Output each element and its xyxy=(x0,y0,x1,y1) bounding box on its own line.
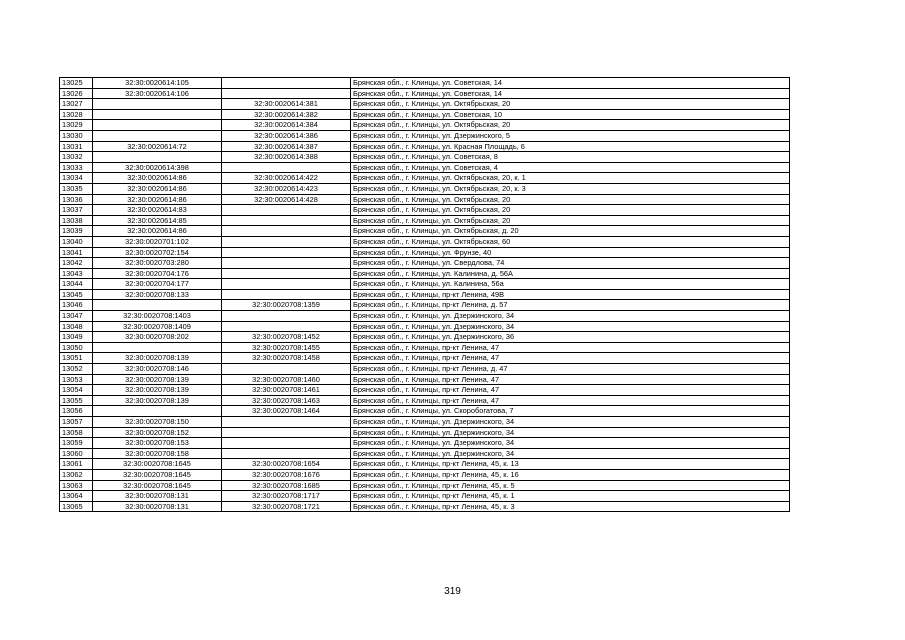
parcel-number-cell: 32:30:0020708:1645 xyxy=(93,469,222,480)
building-number-cell: 32:30:0020614:386 xyxy=(222,130,351,141)
building-number-cell xyxy=(222,236,351,247)
address-cell: Брянская обл., г. Клинцы, ул. Октябрьская, 20 xyxy=(351,120,790,131)
address-cell: Брянская обл., г. Клинцы, ул. Советская, 8 xyxy=(351,152,790,163)
row-number-cell: 13063 xyxy=(60,480,93,491)
row-number-cell: 13030 xyxy=(60,130,93,141)
building-number-cell xyxy=(222,247,351,258)
address-cell: Брянская обл., г. Клинцы, пр-кт Ленина, 47 xyxy=(351,374,790,385)
building-number-cell xyxy=(222,88,351,99)
table-row xyxy=(60,342,790,353)
building-number-cell xyxy=(222,258,351,269)
parcel-number-cell: 32:30:0020708:131 xyxy=(93,491,222,502)
parcel-number-cell: 32:30:0020614:86 xyxy=(93,173,222,184)
address-cell: Брянская обл., г. Клинцы, пр-кт Ленина, 45, к. 16 xyxy=(351,469,790,480)
table-row xyxy=(60,258,790,269)
row-number-cell: 13058 xyxy=(60,427,93,438)
address-cell: Брянская обл., г. Клинцы, ул. Советская, 10 xyxy=(351,109,790,120)
table-row xyxy=(60,141,790,152)
parcel-number-cell xyxy=(93,109,222,120)
address-cell: Брянская обл., г. Клинцы, ул. Калинина, 56а xyxy=(351,279,790,290)
row-number-cell: 13034 xyxy=(60,173,93,184)
parcel-number-cell: 32:30:0020708:131 xyxy=(93,501,222,512)
table-row xyxy=(60,417,790,428)
table-row xyxy=(60,183,790,194)
address-cell: Брянская обл., г. Клинцы, ул. Октябрьская, д. 20 xyxy=(351,226,790,237)
address-cell: Брянская обл., г. Клинцы, пр-кт Ленина, 49В xyxy=(351,289,790,300)
address-cell: Брянская обл., г. Клинцы, ул. Советская, 4 xyxy=(351,162,790,173)
parcel-number-cell: 32:30:0020701:102 xyxy=(93,236,222,247)
table-row xyxy=(60,385,790,396)
parcel-number-cell xyxy=(93,152,222,163)
table-row xyxy=(60,99,790,110)
address-cell: Брянская обл., г. Клинцы, пр-кт Ленина, 47 xyxy=(351,342,790,353)
address-cell: Брянская обл., г. Клинцы, пр-кт Ленина, д. 47 xyxy=(351,364,790,375)
building-number-cell: 32:30:0020614:382 xyxy=(222,109,351,120)
row-number-cell: 13044 xyxy=(60,279,93,290)
parcel-number-cell: 32:30:0020614:85 xyxy=(93,215,222,226)
address-cell: Брянская обл., г. Клинцы, ул. Октябрьская, 20, к. 3 xyxy=(351,183,790,194)
table-row xyxy=(60,226,790,237)
building-number-cell: 32:30:0020708:1455 xyxy=(222,342,351,353)
building-number-cell xyxy=(222,321,351,332)
row-number-cell: 13059 xyxy=(60,438,93,449)
row-number-cell: 13064 xyxy=(60,491,93,502)
address-cell: Брянская обл., г. Клинцы, ул. Дзержинского, 5 xyxy=(351,130,790,141)
address-cell: Брянская обл., г. Клинцы, пр-кт Ленина, 47 xyxy=(351,385,790,396)
address-cell: Брянская обл., г. Клинцы, ул. Октябрьская, 20 xyxy=(351,99,790,110)
building-number-cell xyxy=(222,364,351,375)
address-cell: Брянская обл., г. Клинцы, ул. Советская, 14 xyxy=(351,78,790,89)
address-cell: Брянская обл., г. Клинцы, ул. Октябрьская, 20 xyxy=(351,205,790,216)
table-row xyxy=(60,194,790,205)
parcel-number-cell: 32:30:0020708:153 xyxy=(93,438,222,449)
table-row xyxy=(60,427,790,438)
parcel-number-cell: 32:30:0020614:72 xyxy=(93,141,222,152)
row-number-cell: 13053 xyxy=(60,374,93,385)
building-number-cell: 32:30:0020708:1359 xyxy=(222,300,351,311)
row-number-cell: 13040 xyxy=(60,236,93,247)
parcel-number-cell: 32:30:0020614:86 xyxy=(93,194,222,205)
building-number-cell: 32:30:0020708:1717 xyxy=(222,491,351,502)
address-cell: Брянская обл., г. Клинцы, ул. Дзержинского, 36 xyxy=(351,332,790,343)
row-number-cell: 13046 xyxy=(60,300,93,311)
building-number-cell: 32:30:0020708:1460 xyxy=(222,374,351,385)
address-cell: Брянская обл., г. Клинцы, ул. Красная Площадь, 6 xyxy=(351,141,790,152)
row-number-cell: 13050 xyxy=(60,342,93,353)
building-number-cell xyxy=(222,448,351,459)
table-row xyxy=(60,78,790,89)
address-cell: Брянская обл., г. Клинцы, ул. Октябрьская, 60 xyxy=(351,236,790,247)
row-number-cell: 13025 xyxy=(60,78,93,89)
registry-table xyxy=(59,77,790,512)
address-cell: Брянская обл., г. Клинцы, ул. Калинина, д. 56А xyxy=(351,268,790,279)
parcel-number-cell xyxy=(93,342,222,353)
parcel-number-cell: 32:30:0020708:152 xyxy=(93,427,222,438)
table-row xyxy=(60,448,790,459)
address-cell: Брянская обл., г. Клинцы, ул. Свердлова, 74 xyxy=(351,258,790,269)
building-number-cell xyxy=(222,427,351,438)
address-cell: Брянская обл., г. Клинцы, ул. Дзержинского, 34 xyxy=(351,417,790,428)
building-number-cell xyxy=(222,417,351,428)
building-number-cell: 32:30:0020708:1458 xyxy=(222,353,351,364)
parcel-number-cell: 32:30:0020708:139 xyxy=(93,395,222,406)
row-number-cell: 13039 xyxy=(60,226,93,237)
row-number-cell: 13056 xyxy=(60,406,93,417)
row-number-cell: 13038 xyxy=(60,215,93,226)
table-row xyxy=(60,236,790,247)
row-number-cell: 13060 xyxy=(60,448,93,459)
table-row xyxy=(60,300,790,311)
building-number-cell xyxy=(222,226,351,237)
building-number-cell: 32:30:0020614:423 xyxy=(222,183,351,194)
table-row xyxy=(60,205,790,216)
parcel-number-cell: 32:30:0020704:177 xyxy=(93,279,222,290)
building-number-cell xyxy=(222,279,351,290)
row-number-cell: 13029 xyxy=(60,120,93,131)
row-number-cell: 13052 xyxy=(60,364,93,375)
parcel-number-cell xyxy=(93,99,222,110)
parcel-number-cell xyxy=(93,120,222,131)
building-number-cell: 32:30:0020708:1463 xyxy=(222,395,351,406)
table-row xyxy=(60,501,790,512)
building-number-cell: 32:30:0020614:384 xyxy=(222,120,351,131)
building-number-cell: 32:30:0020614:388 xyxy=(222,152,351,163)
address-cell: Брянская обл., г. Клинцы, пр-кт Ленина, д. 57 xyxy=(351,300,790,311)
parcel-number-cell: 32:30:0020708:1645 xyxy=(93,480,222,491)
table-row xyxy=(60,364,790,375)
parcel-number-cell: 32:30:0020708:1409 xyxy=(93,321,222,332)
parcel-number-cell: 32:30:0020708:150 xyxy=(93,417,222,428)
building-number-cell: 32:30:0020708:1721 xyxy=(222,501,351,512)
address-cell: Брянская обл., г. Клинцы, ул. Дзержинского, 34 xyxy=(351,438,790,449)
table-row xyxy=(60,215,790,226)
table-row xyxy=(60,109,790,120)
table-row xyxy=(60,353,790,364)
table-row xyxy=(60,268,790,279)
parcel-number-cell: 32:30:0020702:154 xyxy=(93,247,222,258)
table-row xyxy=(60,279,790,290)
table-row xyxy=(60,438,790,449)
address-cell: Брянская обл., г. Клинцы, ул. Дзержинского, 34 xyxy=(351,427,790,438)
address-cell: Брянская обл., г. Клинцы, ул. Советская, 14 xyxy=(351,88,790,99)
building-number-cell: 32:30:0020614:387 xyxy=(222,141,351,152)
table-row xyxy=(60,130,790,141)
row-number-cell: 13033 xyxy=(60,162,93,173)
row-number-cell: 13054 xyxy=(60,385,93,396)
building-number-cell xyxy=(222,215,351,226)
row-number-cell: 13051 xyxy=(60,353,93,364)
address-cell: Брянская обл., г. Клинцы, пр-кт Ленина, 45, к. 13 xyxy=(351,459,790,470)
table-row xyxy=(60,88,790,99)
table-row xyxy=(60,162,790,173)
parcel-number-cell: 32:30:0020614:398 xyxy=(93,162,222,173)
building-number-cell xyxy=(222,311,351,322)
row-number-cell: 13037 xyxy=(60,205,93,216)
row-number-cell: 13043 xyxy=(60,268,93,279)
table-row xyxy=(60,491,790,502)
parcel-number-cell: 32:30:0020708:139 xyxy=(93,385,222,396)
row-number-cell: 13062 xyxy=(60,469,93,480)
table-row xyxy=(60,173,790,184)
table-row xyxy=(60,332,790,343)
address-cell: Брянская обл., г. Клинцы, ул. Дзержинского, 34 xyxy=(351,311,790,322)
address-cell: Брянская обл., г. Клинцы, пр-кт Ленина, 47 xyxy=(351,353,790,364)
building-number-cell: 32:30:0020708:1461 xyxy=(222,385,351,396)
address-cell: Брянская обл., г. Клинцы, пр-кт Ленина, 47 xyxy=(351,395,790,406)
row-number-cell: 13036 xyxy=(60,194,93,205)
row-number-cell: 13047 xyxy=(60,311,93,322)
building-number-cell: 32:30:0020614:422 xyxy=(222,173,351,184)
parcel-number-cell xyxy=(93,130,222,141)
parcel-number-cell: 32:30:0020708:139 xyxy=(93,374,222,385)
building-number-cell: 32:30:0020614:428 xyxy=(222,194,351,205)
parcel-number-cell: 32:30:0020614:86 xyxy=(93,183,222,194)
address-cell: Брянская обл., г. Клинцы, ул. Октябрьская, 20, к. 1 xyxy=(351,173,790,184)
address-cell: Брянская обл., г. Клинцы, ул. Дзержинского, 34 xyxy=(351,321,790,332)
address-cell: Брянская обл., г. Клинцы, пр-кт Ленина, 45, к. 5 xyxy=(351,480,790,491)
building-number-cell: 32:30:0020708:1676 xyxy=(222,469,351,480)
parcel-number-cell: 32:30:0020703:280 xyxy=(93,258,222,269)
row-number-cell: 13061 xyxy=(60,459,93,470)
row-number-cell: 13049 xyxy=(60,332,93,343)
building-number-cell: 32:30:0020708:1452 xyxy=(222,332,351,343)
building-number-cell: 32:30:0020708:1464 xyxy=(222,406,351,417)
building-number-cell: 32:30:0020708:1654 xyxy=(222,459,351,470)
building-number-cell xyxy=(222,268,351,279)
table-row xyxy=(60,247,790,258)
row-number-cell: 13042 xyxy=(60,258,93,269)
address-cell: Брянская обл., г. Клинцы, ул. Октябрьская, 20 xyxy=(351,194,790,205)
parcel-number-cell xyxy=(93,406,222,417)
row-number-cell: 13057 xyxy=(60,417,93,428)
address-cell: Брянская обл., г. Клинцы, пр-кт Ленина, 45, к. 3 xyxy=(351,501,790,512)
table-row xyxy=(60,321,790,332)
parcel-number-cell: 32:30:0020708:1403 xyxy=(93,311,222,322)
table-row xyxy=(60,469,790,480)
row-number-cell: 13031 xyxy=(60,141,93,152)
address-cell: Брянская обл., г. Клинцы, пр-кт Ленина, 45, к. 1 xyxy=(351,491,790,502)
row-number-cell: 13035 xyxy=(60,183,93,194)
row-number-cell: 13065 xyxy=(60,501,93,512)
parcel-number-cell: 32:30:0020614:106 xyxy=(93,88,222,99)
row-number-cell: 13041 xyxy=(60,247,93,258)
parcel-number-cell: 32:30:0020708:146 xyxy=(93,364,222,375)
row-number-cell: 13045 xyxy=(60,289,93,300)
table-row xyxy=(60,459,790,470)
building-number-cell: 32:30:0020708:1685 xyxy=(222,480,351,491)
page-number: 319 xyxy=(444,586,461,597)
table-row xyxy=(60,480,790,491)
address-cell: Брянская обл., г. Клинцы, ул. Фрунзе, 40 xyxy=(351,247,790,258)
table-row xyxy=(60,120,790,131)
parcel-number-cell: 32:30:0020614:83 xyxy=(93,205,222,216)
building-number-cell xyxy=(222,289,351,300)
building-number-cell xyxy=(222,162,351,173)
building-number-cell xyxy=(222,78,351,89)
table-row xyxy=(60,152,790,163)
parcel-number-cell: 32:30:0020708:1645 xyxy=(93,459,222,470)
table-row xyxy=(60,289,790,300)
parcel-number-cell: 32:30:0020614:86 xyxy=(93,226,222,237)
building-number-cell xyxy=(222,438,351,449)
building-number-cell xyxy=(222,205,351,216)
parcel-number-cell: 32:30:0020614:105 xyxy=(93,78,222,89)
parcel-number-cell xyxy=(93,300,222,311)
row-number-cell: 13026 xyxy=(60,88,93,99)
row-number-cell: 13032 xyxy=(60,152,93,163)
parcel-number-cell: 32:30:0020708:158 xyxy=(93,448,222,459)
parcel-number-cell: 32:30:0020708:139 xyxy=(93,353,222,364)
building-number-cell: 32:30:0020614:381 xyxy=(222,99,351,110)
parcel-number-cell: 32:30:0020704:176 xyxy=(93,268,222,279)
row-number-cell: 13028 xyxy=(60,109,93,120)
address-cell: Брянская обл., г. Клинцы, ул. Октябрьская, 20 xyxy=(351,215,790,226)
parcel-number-cell: 32:30:0020708:202 xyxy=(93,332,222,343)
row-number-cell: 13027 xyxy=(60,99,93,110)
row-number-cell: 13055 xyxy=(60,395,93,406)
table-row xyxy=(60,311,790,322)
table-row xyxy=(60,395,790,406)
table-row xyxy=(60,374,790,385)
address-cell: Брянская обл., г. Клинцы, ул. Дзержинского, 34 xyxy=(351,448,790,459)
parcel-number-cell: 32:30:0020708:133 xyxy=(93,289,222,300)
row-number-cell: 13048 xyxy=(60,321,93,332)
table-row xyxy=(60,406,790,417)
address-cell: Брянская обл., г. Клинцы, ул. Скоробогатова, 7 xyxy=(351,406,790,417)
